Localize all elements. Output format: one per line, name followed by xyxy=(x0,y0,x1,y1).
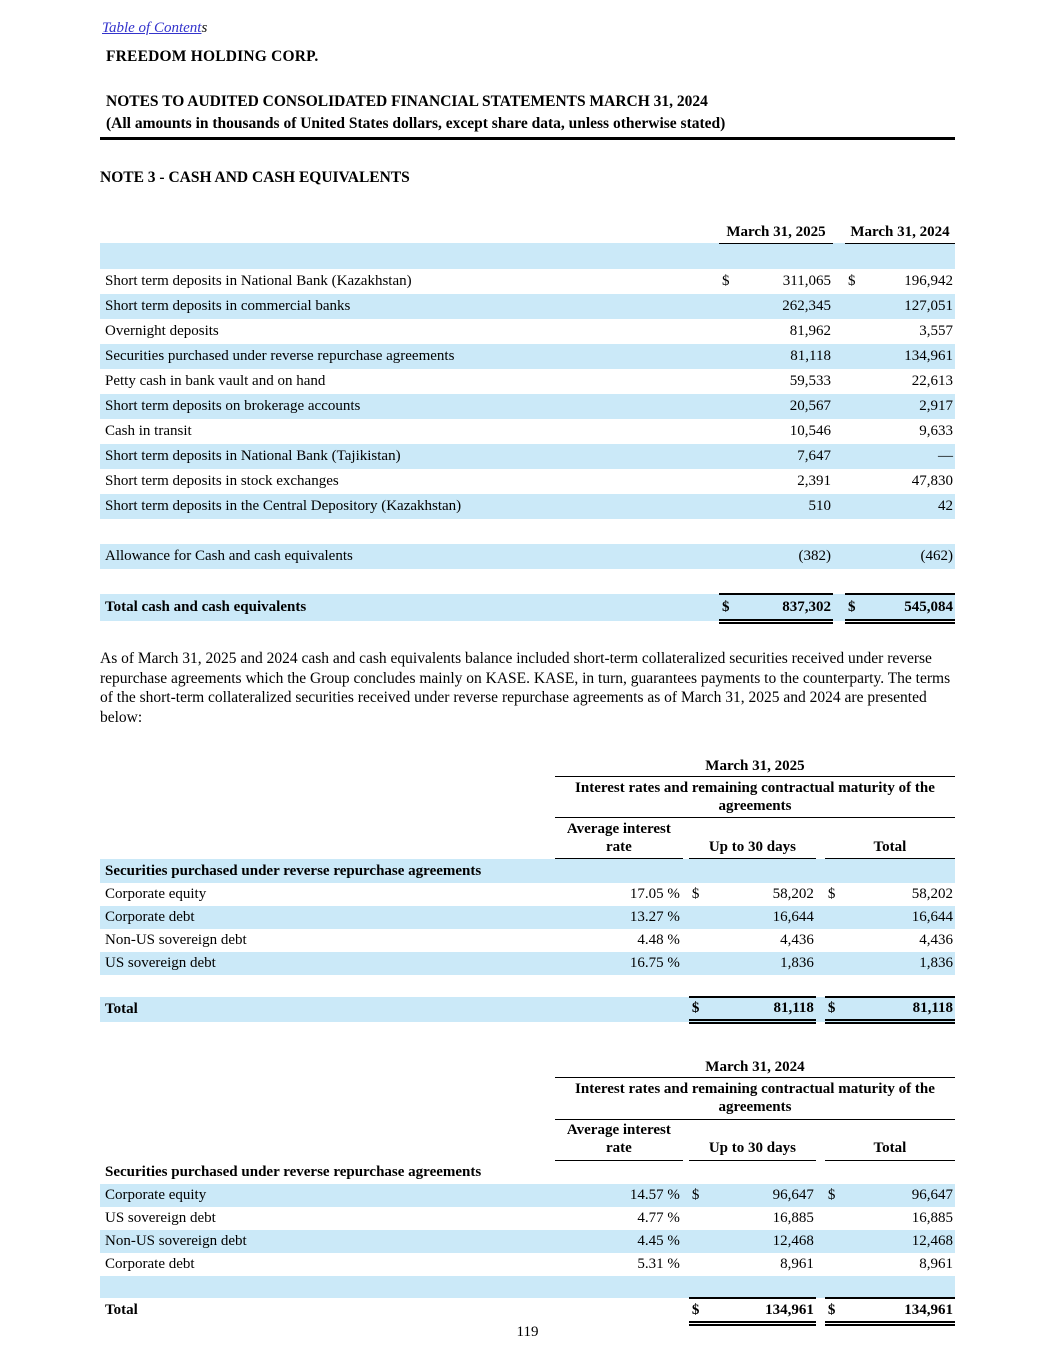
total-value-2024: 545,084 xyxy=(867,594,955,621)
dollar-sign: $ xyxy=(689,1298,711,1323)
value-2024: 3,557 xyxy=(919,323,953,340)
document-title: NOTES TO AUDITED CONSOLIDATED FINANCIAL STATEMENTS MARCH 31, 2024 xyxy=(106,93,708,110)
table-row xyxy=(100,444,955,469)
days-value: 96,647 xyxy=(711,1184,816,1207)
row-label: Corporate debt xyxy=(100,906,555,929)
dollar-sign: $ xyxy=(689,1184,711,1207)
total-row xyxy=(100,997,955,1022)
subtitle-header: Interest rates and remaining contractual maturity of the agreements xyxy=(555,777,955,818)
days-value: 58,202 xyxy=(772,885,814,902)
cash-equivalents-table xyxy=(100,219,955,624)
spacer xyxy=(100,754,555,777)
total-total-value: 134,961 xyxy=(847,1298,955,1323)
total-label: Total xyxy=(100,997,555,1022)
value-2025: 81,962 xyxy=(789,323,831,340)
days-value: 8,961 xyxy=(780,1256,814,1273)
row-label: Short term deposits in National Bank (Kazakhstan) xyxy=(105,273,412,290)
dollar-sign: $ xyxy=(847,273,856,290)
dollar-sign: $ xyxy=(689,997,711,1022)
table-row xyxy=(100,269,955,294)
dollar-sign: $ xyxy=(825,1298,847,1323)
spacer xyxy=(100,1078,555,1119)
spacer xyxy=(833,419,845,444)
dollar-sign: $ xyxy=(691,885,700,902)
spacer xyxy=(100,1055,555,1078)
value-2024-dash: — xyxy=(867,444,955,469)
row-label: Allowance for Cash and cash equivalents xyxy=(100,544,719,569)
empty-row xyxy=(100,975,955,997)
total-row xyxy=(100,594,955,621)
section-label: Securities purchased under reverse repurchase agreements xyxy=(105,1164,482,1181)
spacer xyxy=(833,319,845,344)
value-2024: 2,917 xyxy=(867,394,955,419)
row-label: Cash in transit xyxy=(105,423,192,440)
total-value: 1,836 xyxy=(847,952,955,975)
table-row xyxy=(100,494,955,519)
repo-2024-table xyxy=(100,1055,955,1325)
empty-row xyxy=(100,569,955,594)
total-value: 4,436 xyxy=(919,931,953,948)
allowance-row xyxy=(100,544,955,569)
spacer xyxy=(833,294,845,319)
total-days-value: 134,961 xyxy=(711,1298,816,1323)
document-subtitle: (All amounts in thousands of United States dollars, except share data, unless otherwise stated) xyxy=(106,114,726,132)
empty-row xyxy=(100,519,955,544)
section-header-row xyxy=(100,859,955,883)
total-total-value: 81,118 xyxy=(847,997,955,1022)
row-label: US sovereign debt xyxy=(100,952,555,975)
subtitle-header-row xyxy=(100,1078,955,1119)
dollar-sign: $ xyxy=(827,885,836,902)
table-row xyxy=(100,344,955,369)
row-label: Corporate equity xyxy=(100,1184,555,1207)
column-header-rate: Average interest rate xyxy=(555,818,683,859)
days-value: 1,836 xyxy=(711,952,816,975)
table-header-row xyxy=(100,219,955,243)
value-2025: 59,533 xyxy=(789,373,831,390)
total-value: 8,961 xyxy=(919,1256,953,1273)
page-number: 119 xyxy=(516,1324,539,1340)
days-value: 16,885 xyxy=(772,1210,814,1227)
row-label: Corporate equity xyxy=(105,885,207,902)
table-row xyxy=(100,319,955,344)
spacer xyxy=(833,444,845,469)
empty-shaded-row xyxy=(100,243,955,269)
document-header xyxy=(100,91,955,140)
rate-value: 14.57 % xyxy=(555,1184,683,1207)
subtitle-header-row xyxy=(100,777,955,818)
rate-value: 17.05 % xyxy=(629,885,680,902)
total-label: Total cash and cash equivalents xyxy=(100,594,719,621)
spacer xyxy=(833,594,845,621)
rate-value: 4.48 % xyxy=(637,931,680,948)
value-2024: (462) xyxy=(867,544,955,569)
dollar-sign: $ xyxy=(825,1184,847,1207)
column-header-row xyxy=(100,1119,955,1160)
column-header-rate: Average interest rate xyxy=(555,1119,683,1160)
spacer xyxy=(833,369,845,394)
table-row xyxy=(100,906,955,929)
total-value: 12,468 xyxy=(847,1230,955,1253)
table-row xyxy=(100,369,955,394)
rate-value: 4.45 % xyxy=(555,1230,683,1253)
rate-value: 4.77 % xyxy=(637,1210,680,1227)
dollar-sign: $ xyxy=(721,273,730,290)
section-header-row xyxy=(100,1160,955,1184)
row-label: Corporate debt xyxy=(105,1256,195,1273)
value-2024: 134,961 xyxy=(867,344,955,369)
column-header-2024: March 31, 2024 xyxy=(845,219,955,243)
row-label: Short term deposits in the Central Depository (Kazakhstan) xyxy=(100,494,719,519)
value-2025: 10,546 xyxy=(789,423,831,440)
column-header-row xyxy=(100,818,955,859)
rate-value: 13.27 % xyxy=(555,906,683,929)
value-2025: 20,567 xyxy=(741,394,833,419)
total-label: Total xyxy=(105,1302,138,1319)
value-2024: 22,613 xyxy=(911,373,953,390)
date-header: March 31, 2024 xyxy=(555,1055,955,1078)
row-label: Short term deposits on brokerage accounts xyxy=(100,394,719,419)
row-label: Short term deposits in National Bank (Tajikistan) xyxy=(100,444,719,469)
row-label: Overnight deposits xyxy=(105,323,219,340)
total-value: 16,644 xyxy=(847,906,955,929)
column-header-2025: March 31, 2025 xyxy=(719,219,833,243)
value-2025: 81,118 xyxy=(741,344,833,369)
total-value: 96,647 xyxy=(847,1184,955,1207)
spacer xyxy=(833,269,845,294)
spacer xyxy=(816,818,825,859)
body-paragraph: As of March 31, 2025 and 2024 cash and cash equivalents balance included short-term collateralized securities received under reverse repurchase agreements which the Group concludes mainly on KASE. KASE, in turn, guarantees payments to the counterparty. The terms of the short-term collateralized securities received under reverse repurchase agreements as of March 31, 2025 and 2024 are presented below: xyxy=(100,649,951,727)
subtitle-header: Interest rates and remaining contractual maturity of the agreements xyxy=(555,1078,955,1119)
spacer xyxy=(833,394,845,419)
value-2025: 2,391 xyxy=(797,473,831,490)
total-value-2025: 837,302 xyxy=(741,594,833,621)
row-label: Short term deposits in commercial banks xyxy=(100,294,719,319)
total-days-value: 81,118 xyxy=(711,997,816,1022)
value-2024: 196,942 xyxy=(904,273,953,290)
value-2024: 9,633 xyxy=(919,423,953,440)
total-row xyxy=(100,1298,955,1323)
days-value: 12,468 xyxy=(711,1230,816,1253)
total-value: 16,885 xyxy=(911,1210,953,1227)
rate-value: 5.31 % xyxy=(637,1256,680,1273)
table-row xyxy=(100,1230,955,1253)
value-2025: 7,647 xyxy=(741,444,833,469)
section-label: Securities purchased under reverse repurchase agreements xyxy=(100,859,955,883)
days-value: 16,644 xyxy=(711,906,816,929)
breadcrumb xyxy=(102,20,955,37)
table-row xyxy=(100,1253,955,1276)
rate-value: 16.75 % xyxy=(555,952,683,975)
dollar-sign: $ xyxy=(845,594,867,621)
table-row xyxy=(100,1207,955,1230)
table-of-contents-suffix: s xyxy=(201,20,208,36)
date-header-row xyxy=(100,754,955,777)
row-label: Non-US sovereign debt xyxy=(100,1230,555,1253)
row-label: US sovereign debt xyxy=(105,1210,216,1227)
table-row xyxy=(100,469,955,494)
row-label: Securities purchased under reverse repurchase agreements xyxy=(100,344,719,369)
value-2025: (382) xyxy=(741,544,833,569)
empty-shaded-row xyxy=(100,1276,955,1298)
value-2025: 510 xyxy=(741,494,833,519)
note-title: NOTE 3 - CASH AND CASH EQUIVALENTS xyxy=(100,169,410,187)
value-2024: 127,051 xyxy=(867,294,955,319)
days-value: 4,436 xyxy=(780,931,814,948)
repo-2025-table xyxy=(100,754,955,1024)
spacer xyxy=(816,1119,825,1160)
value-2025: 262,345 xyxy=(741,294,833,319)
spacer xyxy=(100,219,719,243)
dollar-sign: $ xyxy=(825,997,847,1022)
spacer xyxy=(833,494,845,519)
spacer xyxy=(100,777,555,818)
value-2024: 47,830 xyxy=(911,473,953,490)
table-row xyxy=(100,929,955,952)
row-label: Non-US sovereign debt xyxy=(105,931,247,948)
value-2024: 42 xyxy=(867,494,955,519)
table-row xyxy=(100,1184,955,1207)
column-header-total: Total xyxy=(825,818,955,859)
row-label: Petty cash in bank vault and on hand xyxy=(105,373,326,390)
date-header-row xyxy=(100,1055,955,1078)
dollar-sign: $ xyxy=(719,594,741,621)
company-name: FREEDOM HOLDING CORP. xyxy=(106,48,319,65)
table-row xyxy=(100,952,955,975)
spacer xyxy=(100,1119,555,1160)
spacer xyxy=(833,469,845,494)
value-2025: 311,065 xyxy=(782,273,831,290)
column-header-days: Up to 30 days xyxy=(689,818,816,859)
table-row xyxy=(100,419,955,444)
table-row xyxy=(100,394,955,419)
date-header: March 31, 2025 xyxy=(555,754,955,777)
spacer xyxy=(833,544,845,569)
column-header-total: Total xyxy=(825,1119,955,1160)
spacer xyxy=(833,219,845,243)
spacer xyxy=(100,818,555,859)
table-of-contents-link[interactable]: Table of Content xyxy=(102,20,202,36)
row-label: Short term deposits in stock exchanges xyxy=(105,473,339,490)
table-row xyxy=(100,294,955,319)
column-header-days: Up to 30 days xyxy=(689,1119,816,1160)
table-row xyxy=(100,883,955,906)
total-value: 58,202 xyxy=(911,885,953,902)
spacer xyxy=(833,344,845,369)
